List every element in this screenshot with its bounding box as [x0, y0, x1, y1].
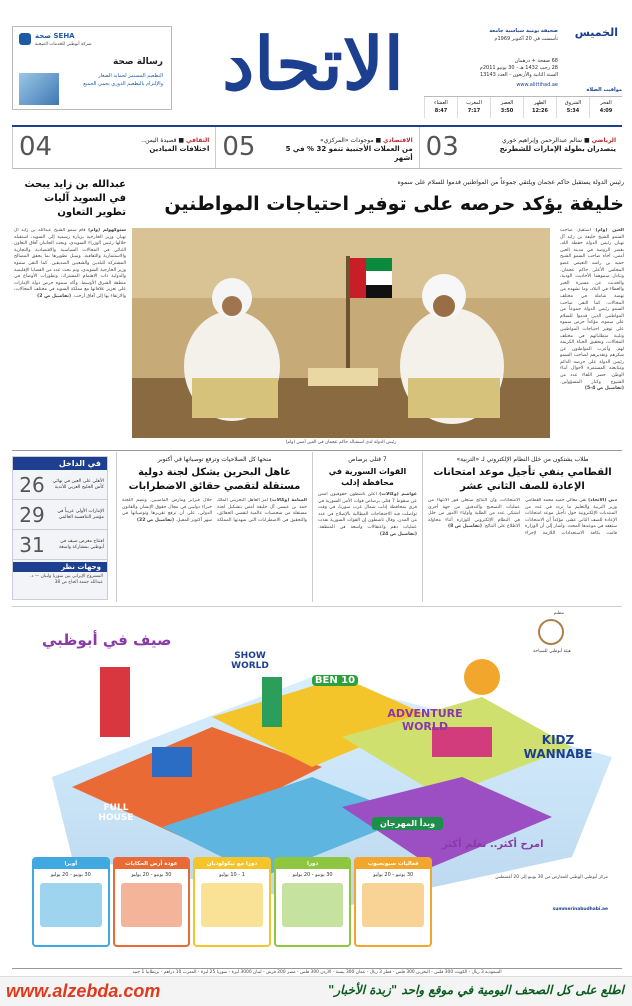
date-hijri: 28 رجب 1432 هـ - 30 يونيو 2011م [479, 65, 558, 71]
teaser-line1: سالم عبدالرحمن وإبراهيم خوري [502, 137, 583, 144]
ad-event-card[interactable] [354, 857, 432, 947]
lead-photo-illustration [132, 228, 550, 438]
seha-ad[interactable] [12, 26, 172, 110]
pages: 68 صفحة + درهمان [514, 58, 558, 64]
lead-body [560, 228, 624, 446]
newspaper-logo[interactable]: الاتحاد [222, 21, 404, 106]
footer-prices: السعودية 3 ريال - الكويت 300 فلس - البحرين 300 فلس - قطر 3 ريال - عمان 300 بيسة - الأردن 300 فلس - مصر 200 قرش - لبنان 3000 ليرة - سوريا 25 ليرة - المغرب 10 دراهم - بريطانيا 1 جنيه [12, 968, 622, 976]
prayer-time-cell [490, 97, 523, 118]
zone-show-world: SHOW WORLD [231, 651, 269, 671]
ad-ribbon: وبدأ المهرجان [372, 817, 443, 830]
ad-event-card[interactable] [113, 857, 191, 947]
prayer-name: العشاء [434, 100, 448, 106]
story-continued[interactable]: (تفاصيل ص 22) [136, 517, 175, 523]
tagline: صحيفة يومية سياسية جامعة [489, 28, 558, 34]
footer-banner[interactable] [0, 976, 632, 1006]
index-text: افتتاح معرض صيف في أبوظبي بمشاركة واسعة [58, 538, 104, 550]
story-kicker: منحها كل الصلاحيات وترفع توصياتها في أكتوبر [157, 456, 272, 463]
story-byline: عواصم (وكالات) [379, 492, 417, 497]
teaser-item[interactable]: 05 الاقتصادي ■ موجودات «المركزي» من العملات الأجنبية تنمو 32 % في 5 أشهر [215, 127, 418, 168]
banner-url[interactable]: www.alzebda.com [6, 981, 161, 1001]
side-story-body [14, 228, 126, 446]
prayer-name: العصر [500, 100, 514, 106]
summer-ad[interactable] [12, 606, 622, 966]
teaser-number: 03 [425, 132, 459, 162]
secondary-stories [112, 452, 622, 602]
ad-cards [32, 857, 432, 947]
seha-logo-icon [19, 33, 31, 45]
lead-continued[interactable]: (تفاصيل ص 4-5) [584, 386, 624, 392]
day-name: الخميس [574, 26, 618, 39]
teaser-line1: قصيدة اليمن.. [141, 137, 177, 144]
index-item[interactable] [13, 500, 107, 530]
story-text: أعلن ناشطون حقوقيون أمس عن سقوط 7 قتلى برصاص قوات الأمن السورية في قرى بمحافظة إدلب شمال غرب سوريا، في وقت تواصلت فيه الاحتجاجات المطالبة بالإصلاح في عدد من المدن. وقال ناشطون إن القوات السورية نفذت عمليات دهم واعتقالات واسعة في المنطقة. [318, 492, 417, 530]
story-kicker: طلاب يشتكون من خلل النظام الإلكتروني لـ «التربية» [456, 456, 589, 463]
story-headline[interactable]: القوات السورية في محافظة إدلب [328, 467, 407, 487]
prayer-time-cell [424, 97, 457, 118]
prayer-name: الظهر [533, 100, 547, 106]
card-dates: 30 يونيو - 20 يوليو [50, 872, 91, 878]
ad-event-card[interactable] [32, 857, 110, 947]
prayer-time-cell [589, 97, 622, 118]
banner-text: اطلع على كل الصحف اليومية في موقع واحد "زبدة الأخبار" [328, 983, 624, 997]
prayer-time: 4:09 [599, 108, 613, 114]
prayer-time-cell [457, 97, 490, 118]
card-image [362, 883, 424, 927]
index-text: الإمارات الأولى عربياً في مؤشر التنافسية العالمي [57, 508, 104, 520]
prayer-name: الفجر [600, 100, 612, 106]
ad-tagline: امرح أكثر.. تعلم أكثر [442, 839, 544, 850]
index-text: الأهلي على العين في نهائي كأس الخليج العربي للأندية [52, 478, 104, 490]
story-byline: دبي (الاتحاد) [588, 498, 617, 503]
story-continued[interactable]: (تفاصيل ص 8) [447, 524, 482, 530]
story-headline[interactable]: القطامي ينفي تأجيل موعد امتحانات الإعادة للصف الثاني عشر [433, 467, 612, 492]
teaser-number: 05 [222, 132, 256, 162]
card-title: دورا مع نيكولوديان [195, 859, 269, 869]
index-title: في الداخل [13, 457, 107, 470]
index-page-number: 29 [19, 502, 45, 527]
lead-kicker: رئيس الدولة يستقبل حاكم عجمان ويلتقي جموعاً من المواطنين قدموا للسلام على سموه [397, 179, 624, 186]
ad-info: مركز أبوظبي الوطني للمعارض من 30 يونيو إلى 20 أغسطس [495, 875, 608, 880]
prayer-time: 3:50 [500, 108, 514, 114]
side-story-headline[interactable]: عبدالله بن زايد يبحث في السويد آليات تطوير التعاون [24, 179, 126, 218]
lead-text: استقبل صاحب السمو الشيخ خليفة بن زايد آل نهيان رئيس الدولة حفظه الله، بقصر الروضة في مدينة العين أمس، أخاه صاحب السمو الشيخ حميد بن راشد النعيمي عضو المجلس الأعلى حاكم عجمان. وتبادل سموهما الأحاديث الودية، والحديث عن مسيرة الخير والعطاء في البلاد، وما تشهده من نهضة شاملة في مختلف المجالات. كما التقى صاحب السمو رئيس الدولة جموعاً من المواطنين الذين قدموا للسلام على سموه، مؤكداً حرص سموه على توفير احتياجات المواطنين وتلبية متطلباتهم في مختلف المجالات، وتحقيق الحياة الكريمة لهم. وأعرب المواطنون عن شكرهم وتقديرهم لصاحب السمو رئيس الدولة على حرصه الدائم ومتابعته المستمرة لأحوال أبناء الوطن. حضر اللقاء عدد من الشيوخ وكبار المسؤولين. [560, 228, 624, 385]
lead-headline[interactable]: خليفة يؤكد حرصه على توفير احتياجات المواطنين [164, 193, 624, 215]
index-page-number: 31 [19, 532, 45, 557]
side-story-continued[interactable]: (تفاصيل ص 2) [37, 293, 72, 299]
prayer-name: الشروق [564, 100, 582, 106]
opinion-text[interactable]: المشروع الإيراني بين سوريا ولبنان — د. عبدالله جمعة الحاج ص 38 [30, 574, 103, 585]
card-image [121, 883, 183, 927]
prayer-time: 8:47 [434, 108, 448, 114]
lead-byline: العين (وام) [595, 228, 624, 233]
story-byline: المنامة (وكالات) [269, 498, 307, 503]
card-image [282, 883, 344, 927]
opinion-title: وجهات نظر [13, 562, 107, 572]
story-headline[interactable]: عاهل البحرين يشكل لجنة دولية مستقلة لتقصي حقائق الاضطرابات [128, 467, 301, 492]
card-title: أوبرا [34, 859, 108, 869]
index-box [12, 456, 108, 600]
ad-sponsor: هيئة أبوظبي للسياحة [533, 649, 571, 654]
seha-line1: التطعيم المستمر لحماية الصغار [98, 73, 163, 79]
prayer-name: المغرب [466, 100, 482, 106]
card-image [40, 883, 102, 927]
story-text: أمر العاهل البحريني الملك حمد بن عيسى آل خليفة أمس بتشكيل لجنة مستقلة من شخصيات عالمية لتقصي الحقائق، والتحقيق في الاضطرابات التي شهدتها المملكة خلال فبراير ومارس الماضيين. وتضم اللجنة خبراء دوليين في مجال حقوق الإنسان والقانون الدولي، على أن ترفع تقريرها وتوصياتها في شهر أكتوبر المقبل. [122, 498, 307, 523]
prayer-time-cell [556, 97, 589, 118]
card-title: دورا [276, 859, 350, 869]
index-item[interactable] [13, 530, 107, 560]
teaser-item[interactable]: 04 الثقافي ■ قصيدة اليمن.. اختلافات الميادين [12, 127, 215, 168]
prayer-time: 12:26 [532, 108, 548, 114]
teaser-line2: اختلافات الميادين [149, 145, 210, 153]
ad-url[interactable]: summerinabudhabi.ae [552, 907, 608, 912]
ad-event: صيف في أبوظبي [42, 631, 172, 649]
zone-kidz-wannabe: KIDZ WANNABE [523, 733, 593, 761]
zone-full-house: FULL HOUSE [98, 803, 134, 823]
teaser-number: 04 [19, 132, 53, 162]
side-story-byline: ستوكهولم (وام) [88, 228, 126, 233]
prayer-time-cell [523, 97, 556, 118]
website[interactable]: www.alittihad.ae [516, 82, 558, 88]
masthead [8, 21, 624, 118]
card-dates: 30 يونيو - 20 يوليو [131, 872, 172, 878]
prayer-title: مواقيت الصلاة [586, 87, 622, 93]
story-kicker: 7 قتلى برصاص [348, 456, 387, 463]
teaser-line1: موجودات «المركزي» [320, 137, 374, 144]
ad-sponsor-label: تنظيم [553, 611, 564, 616]
seha-title: رسالة صحة [112, 57, 163, 67]
card-title: عودة أرض الحكايات [115, 859, 189, 869]
ad-event-card[interactable] [274, 857, 352, 947]
card-title: فعاليات سبونجبوب [356, 859, 430, 869]
teaser-line2: من العملات الأجنبية تنمو 32 % في 5 أشهر [285, 145, 413, 162]
zone-adventure-world: ADVENTURE WORLD [387, 707, 463, 733]
teaser-line2: يتصدران بطولة الإمارات للشطرنج [499, 145, 616, 153]
seha-photo [19, 73, 59, 105]
teaser-section: الرياضي [591, 137, 616, 144]
teaser-item[interactable]: 03 الرياضي ■ سالم عبدالرحمن وإبراهيم خوري يتصدران بطولة الإمارات للشطرنج [419, 127, 622, 168]
seha-sub: شركة أبوظبي للخدمات الصحية [35, 42, 92, 47]
story-text: نفى معالي حميد محمد القطامي وزير التربية والتعليم ما تردد في عدد من المنتديات الإلكترونية حول تأجيل موعد امتحانات الإعادة للصف الثاني عشر، مؤكداً أن الامتحانات ستعقد في موعدها المحدد. وأشار إلى أن الوزارة قامت بكافة الاستعدادات اللازمة لإجراء الامتحانات، وأن النتائج ستعلن فور الانتهاء من عمليات التصحيح والتدقيق. من جهة أخرى اشتكى عدد من الطلبة وأولياء الأمور من خلل في النظام الإلكتروني للوزارة أثناء محاولة الاطلاع على النتائج. [428, 498, 617, 536]
teaser-section: الاقتصادي [383, 137, 413, 144]
card-dates: 30 يونيو - 20 يوليو [373, 872, 414, 878]
divider-lead [12, 450, 622, 451]
index-item[interactable] [13, 470, 107, 500]
card-dates: 1 - 10 يوليو [219, 872, 245, 878]
zone-ben10: BEN 10 [312, 675, 358, 686]
index-page-number: 26 [19, 472, 45, 497]
lead-photo [132, 228, 550, 438]
seha-line2: والإلتزام بالتطعيم الدوري يحمي الجميع [83, 81, 163, 87]
story-continued[interactable]: (تفاصيل ص 24) [379, 531, 417, 537]
seha-brand: صحة SEHA [35, 32, 75, 40]
card-dates: 30 يونيو - 20 يوليو [292, 872, 333, 878]
teaser-section: الثقافي [186, 137, 210, 144]
teaser-bar [12, 125, 622, 169]
card-image [201, 883, 263, 927]
story-block [116, 452, 312, 602]
lead-caption: رئيس الدولة لدى استقباله حاكم عجمان في العين أمس (وام) [285, 440, 397, 445]
side-story-text: قام سمو الشيخ عبدالله بن زايد آل نهيان وزير الخارجية بزيارة رسمية إلى السويد، استقبله خلالها رئيس الوزراء السويدي، وبحث الجانبان آفاق التعاون الثنائي في المجالات السياسية والاقتصادية والتجارية والاستثمارية والثقافية، وسبل تطويرها بما يحقق المصالح المشتركة للبلدين والشعبين الصديقين. كما التقى سموه وزير الخارجية السويدي، وتم بحث عدد من القضايا الإقليمية والدولية ذات الاهتمام المشترك، وتطورات الأوضاع في منطقة الشرق الأوسط. وأكد سموه حرص دولة الإمارات على تعزيز علاقاتها مع مملكة السويد في مختلف المجالات، والارتقاء بها إلى آفاق أرحب. [14, 228, 126, 299]
year-issue: السنة الثانية والأربعون - العدد 13143 [479, 72, 558, 78]
story-block [312, 452, 422, 602]
story-block [422, 452, 622, 602]
prayer-time: 5:34 [566, 108, 580, 114]
founded: تأسست في 20 أكتوبر 1969م [494, 36, 558, 42]
prayer-time: 7:17 [467, 108, 481, 114]
prayer-times [424, 87, 622, 118]
ad-event-card[interactable] [193, 857, 271, 947]
